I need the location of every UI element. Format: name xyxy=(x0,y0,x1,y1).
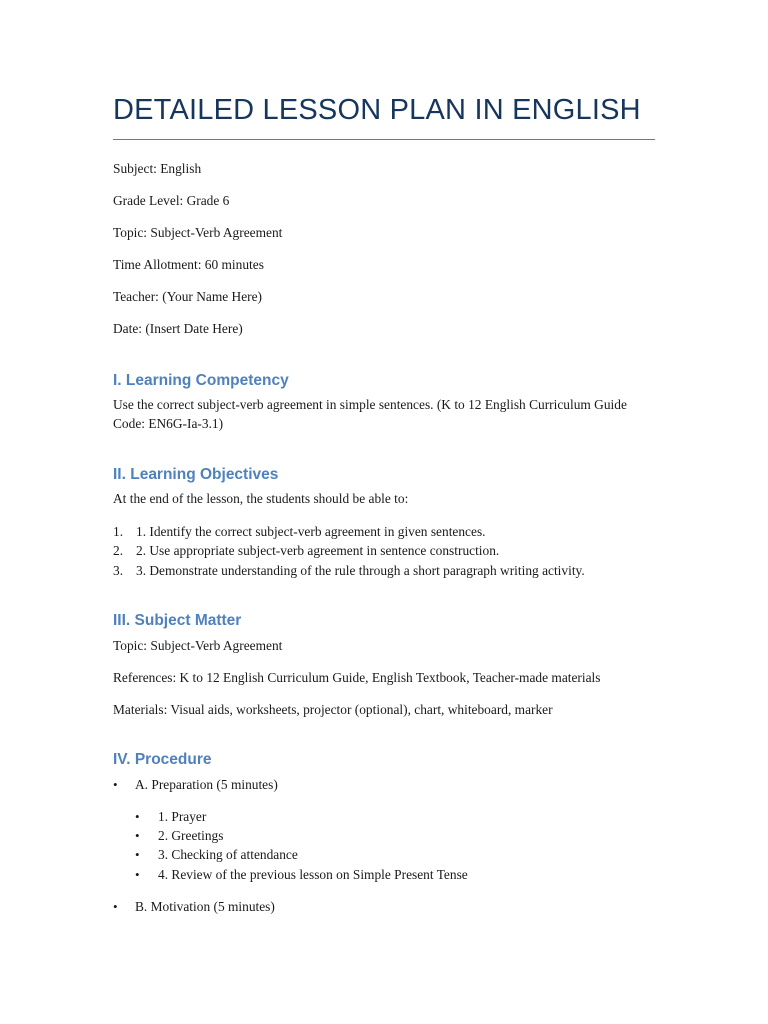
list-item: 1. Prayer xyxy=(158,809,207,824)
bullet-icon: • xyxy=(135,828,140,843)
list-item: 2. Greetings xyxy=(158,828,224,843)
procedure-part-a: A. Preparation (5 minutes) xyxy=(135,777,278,792)
meta-subject: Subject: English xyxy=(113,161,202,176)
section-heading-procedure: IV. Procedure xyxy=(113,751,212,768)
subject-matter-materials: Materials: Visual aids, worksheets, projector (optional), chart, whiteboard, marker xyxy=(113,702,553,717)
list-item: 3. Demonstrate understanding of the rule through a short paragraph writing activity. xyxy=(136,563,585,578)
section-heading-learning-objectives: II. Learning Objectives xyxy=(113,466,279,483)
subject-matter-topic: Topic: Subject-Verb Agreement xyxy=(113,638,283,653)
section-heading-learning-competency: I. Learning Competency xyxy=(113,372,289,389)
list-item-number: 1. xyxy=(113,524,124,539)
meta-teacher: Teacher: (Your Name Here) xyxy=(113,289,263,304)
list-item: 2. Use appropriate subject-verb agreement in sentence construction. xyxy=(136,543,500,558)
title-underline xyxy=(113,139,655,140)
learning-competency-text: Use the correct subject-verb agreement in simple sentences. (K to 12 English Curriculum Guide Code: EN6G-Ia-3.1) xyxy=(113,397,627,431)
subject-matter-references: References: K to 12 English Curriculum Guide, English Textbook, Teacher-made materials xyxy=(113,670,601,685)
list-item: 4. Review of the previous lesson on Simple Present Tense xyxy=(158,867,468,882)
list-item-number: 3. xyxy=(113,563,124,578)
list-item-number: 2. xyxy=(113,543,124,558)
meta-time-allotment: Time Allotment: 60 minutes xyxy=(113,257,264,272)
bullet-icon: • xyxy=(113,777,118,792)
bullet-icon: • xyxy=(135,867,140,882)
objectives-intro: At the end of the lesson, the students should be able to: xyxy=(113,491,409,506)
bullet-icon: • xyxy=(113,899,118,914)
procedure-part-b: B. Motivation (5 minutes) xyxy=(135,899,275,914)
list-item: 1. Identify the correct subject-verb agreement in given sentences. xyxy=(136,524,486,539)
bullet-icon: • xyxy=(135,847,140,862)
meta-topic: Topic: Subject-Verb Agreement xyxy=(113,225,283,240)
meta-grade-level: Grade Level: Grade 6 xyxy=(113,193,230,208)
meta-date: Date: (Insert Date Here) xyxy=(113,321,243,336)
section-heading-subject-matter: III. Subject Matter xyxy=(113,612,242,629)
document-title: DETAILED LESSON PLAN IN ENGLISH xyxy=(113,94,641,126)
list-item: 3. Checking of attendance xyxy=(158,847,298,862)
bullet-icon: • xyxy=(135,809,140,824)
